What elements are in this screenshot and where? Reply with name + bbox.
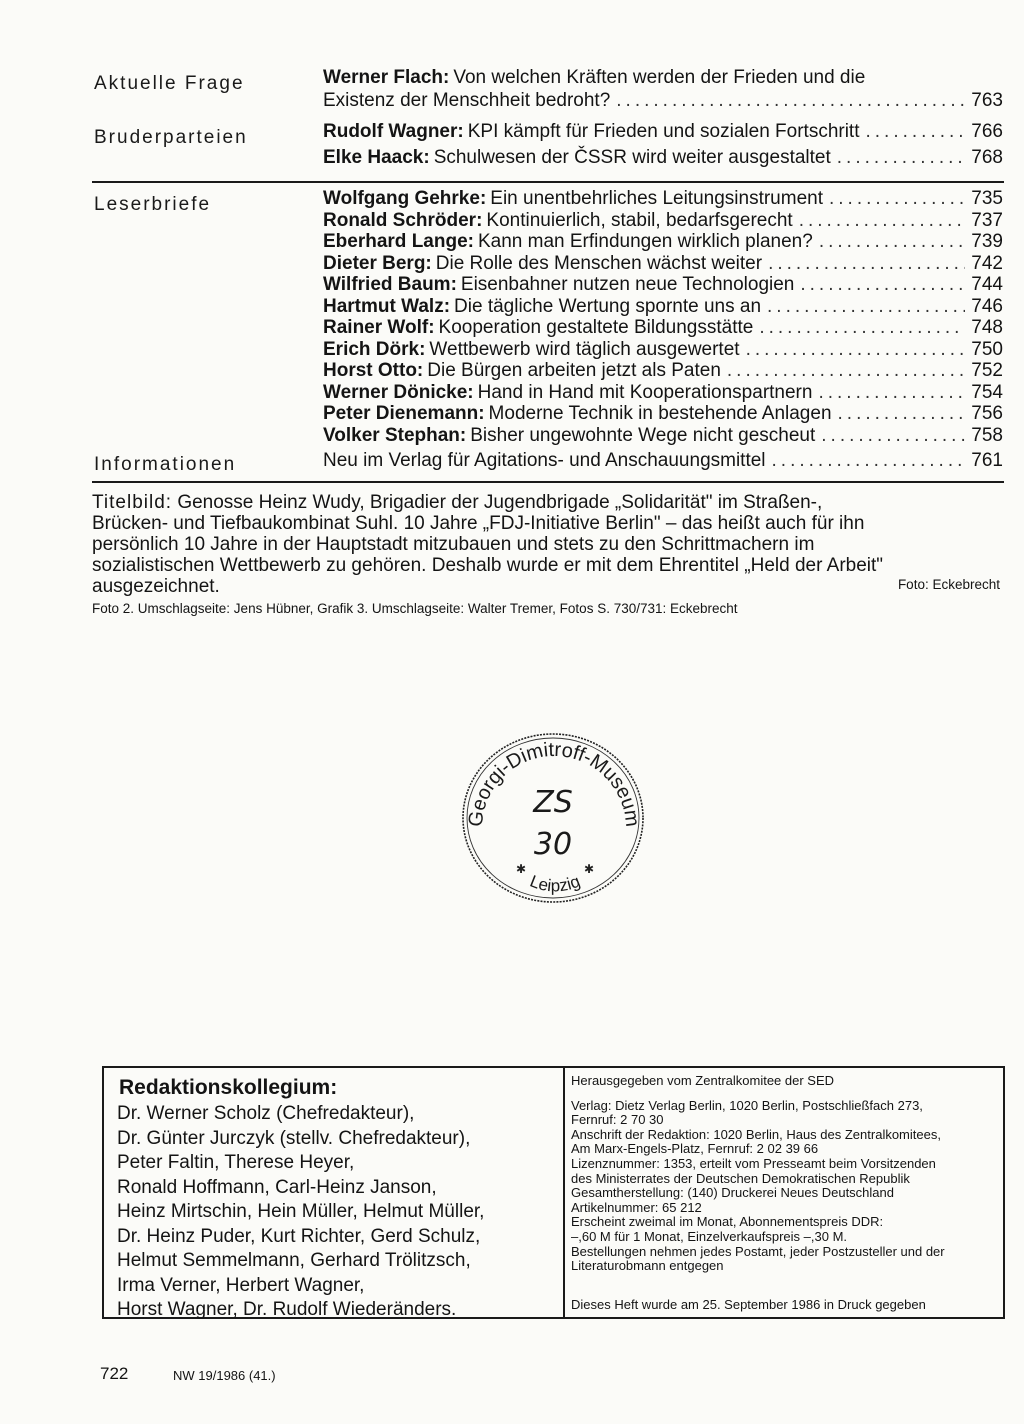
board-line: Heinz Mirtschin, Hein Müller, Helmut Müller, xyxy=(117,1201,485,1222)
toc-entry-page: 746 xyxy=(971,295,1003,317)
board-line: Horst Wagner, Dr. Rudolf Wiederänders. xyxy=(117,1299,457,1320)
caption-label: Titelbild: xyxy=(92,492,173,513)
section-divider xyxy=(92,481,1004,483)
toc-entry[interactable] xyxy=(323,210,1003,232)
toc-entry-title: Eisenbahner nutzen neue Technologien xyxy=(460,274,795,295)
leader-dots xyxy=(800,274,965,296)
toc-entry[interactable] xyxy=(323,339,1003,361)
imprint-line: –,60 M für 1 Monat, Einzelverkaufspreis –,30 M. xyxy=(571,1228,848,1244)
leader-dots xyxy=(829,188,965,210)
toc-entry-title: Schulwesen der ČSSR wird weiter ausgestaltet xyxy=(433,147,831,168)
toc-entry[interactable] xyxy=(323,450,1003,472)
caption-line: persönlich 10 Jahre in der Hauptstadt mitzubauen und stets zu den Schrittmachern im xyxy=(92,534,815,555)
caption-line: Brücken- und Tiefbaukombinat Suhl. 10 Jahre „FDJ-Initiative Berlin" – das heißt auch für ihn xyxy=(92,513,865,534)
toc-entry[interactable] xyxy=(323,425,1003,447)
imprint-line: Bestellungen nehmen jedes Postamt, jeder Postzusteller und der xyxy=(571,1243,945,1259)
leader-dots xyxy=(818,382,965,404)
toc-entry-title: Von welchen Kräften werden der Frieden und die xyxy=(453,67,866,88)
imprint-line: Artikelnummer: 65 212 xyxy=(571,1199,702,1215)
page-number: 722 xyxy=(100,1364,129,1383)
leader-dots xyxy=(759,317,965,339)
board-line: Dr. Werner Scholz (Chefredakteur), xyxy=(117,1103,415,1124)
toc-entry-continued[interactable] xyxy=(323,90,1003,112)
toc-entry-author: Volker Stephan: xyxy=(323,424,467,446)
toc-entry-title: Die tägliche Wertung spornte uns an xyxy=(454,295,762,317)
leader-dots xyxy=(866,121,966,143)
leader-dots xyxy=(727,360,965,382)
board-line: Irma Verner, Herbert Wagner, xyxy=(117,1274,365,1296)
stamp-city: Leipzig xyxy=(527,871,583,896)
caption-line xyxy=(92,576,1012,597)
toc-entry-title: Hand in Hand mit Kooperationspartnern xyxy=(477,381,813,403)
stamp-ring-text: Georgi-Dimitroff-Museum xyxy=(464,738,644,828)
leader-dots xyxy=(768,253,965,275)
leader-dots xyxy=(767,296,965,318)
section-label-aktuelle-frage: Aktuelle Frage xyxy=(94,73,245,94)
toc-entry[interactable] xyxy=(323,188,1003,210)
issue-number: NW 19/1986 (41.) xyxy=(173,1368,276,1383)
toc-entry-page: 752 xyxy=(971,360,1003,381)
leader-dots xyxy=(819,231,965,253)
toc-entry-title: Wettbewerb wird täglich ausgewertet xyxy=(429,338,740,360)
imprint-line: Verlag: Dietz Verlag Berlin, 1020 Berlin, Postschließfach 273, xyxy=(571,1097,923,1113)
caption-text: Genosse Heinz Wudy, Brigadier der Jugendbrigade „Solidarität" im Straßen-, xyxy=(177,492,823,513)
board-line: Dr. Heinz Puder, Kurt Richter, Gerd Schulz, xyxy=(117,1225,481,1247)
toc-entry-author: Dieter Berg: xyxy=(323,252,432,274)
toc-entry-author: Wolfgang Gehrke: xyxy=(323,188,487,209)
toc-entry-page: 766 xyxy=(971,121,1003,142)
toc-entry-author: Horst Otto: xyxy=(323,360,424,381)
toc-entry-title: Die Rolle des Menschen wächst weiter xyxy=(435,252,763,274)
toc-entry-author: Eberhard Lange: xyxy=(323,231,474,252)
handwritten-note: 30 xyxy=(533,827,573,862)
toc-entry-page: 744 xyxy=(971,274,1003,295)
toc-entry[interactable] xyxy=(323,274,1003,296)
print-date: Dieses Heft wurde am 25. September 1986 in Druck gegeben xyxy=(571,1296,926,1312)
board-line: Dr. Günter Jurczyk (stellv. Chefredakteur), xyxy=(117,1127,471,1149)
toc-entry-page: 748 xyxy=(971,317,1003,338)
toc-entry[interactable] xyxy=(323,382,1003,404)
photo-credit: Foto: Eckebrecht xyxy=(897,577,1000,592)
toc-entry-page: 758 xyxy=(971,424,1003,446)
toc-entry-author: Elke Haack: xyxy=(323,147,430,168)
toc-entry-page: 735 xyxy=(971,188,1003,209)
toc-entry-title: Moderne Technik in bestehende Anlagen xyxy=(488,403,832,424)
toc-entry[interactable] xyxy=(323,317,1003,339)
imprint-line: Erscheint zweimal im Monat, Abonnementspreis DDR: xyxy=(571,1214,884,1230)
toc-entry[interactable] xyxy=(323,147,1003,169)
cover-caption xyxy=(92,492,1012,619)
toc-entry-page: 756 xyxy=(971,403,1003,424)
imprint-line: Fernruf: 2 70 30 xyxy=(571,1112,664,1128)
toc-entry[interactable] xyxy=(323,403,1003,425)
imprint-line: Literaturobmann entgegen xyxy=(571,1258,724,1274)
toc-entry-page: 768 xyxy=(971,147,1003,168)
toc-entry-author: Ronald Schröder: xyxy=(323,209,483,231)
leader-dots xyxy=(772,450,966,472)
toc-entry-title: Bisher ungewohnte Wege nicht gescheut xyxy=(470,424,816,446)
toc-entry-title: Kooperation gestaltete Bildungsstätte xyxy=(438,317,754,338)
section-divider xyxy=(92,181,1004,183)
toc-entry-title: Neu im Verlag für Agitations- und Anschauungsmittel xyxy=(323,450,766,471)
board-member-list xyxy=(117,1102,484,1323)
caption-line: sozialistischen Wettbewerb zu gehören. Deshalb wurde er mit dem Ehrentitel „Held der Arbeit" xyxy=(92,555,884,576)
toc-entry-title: Kontinuierlich, stabil, bedarfsgerecht xyxy=(486,209,793,231)
toc-entry-title: KPI kämpft für Frieden und sozialen Fortschritt xyxy=(467,121,860,142)
toc-entry-title: Ein unentbehrliches Leitungsinstrument xyxy=(490,188,823,209)
caption-text: ausgezeichnet. xyxy=(92,576,220,597)
imprint-line: Am Marx-Engels-Platz, Fernruf: 2 02 39 66 xyxy=(571,1141,819,1157)
toc-entry[interactable] xyxy=(323,253,1003,275)
leader-dots xyxy=(799,210,966,232)
toc-entry[interactable] xyxy=(323,67,1003,89)
toc-entry-author: Peter Dienemann: xyxy=(323,403,485,424)
toc-entry-title: Existenz der Menschheit bedroht? xyxy=(323,90,611,111)
imprint-line: des Ministerrates der Deutschen Demokratischen Republik xyxy=(571,1170,910,1186)
stamp-star-icon: ✱ xyxy=(584,862,595,876)
imprint xyxy=(571,1074,1001,1312)
toc-entry-page: 761 xyxy=(971,450,1003,471)
leader-dots xyxy=(616,90,965,112)
toc-entry-page: 754 xyxy=(971,381,1003,403)
imprint-line: Lizenznummer: 1353, erteilt vom Presseamt beim Vorsitzenden xyxy=(571,1155,936,1171)
toc-entry-page: 737 xyxy=(971,209,1003,231)
toc-entry-author: Werner Flach: xyxy=(323,67,450,88)
toc-entry-page: 763 xyxy=(971,90,1003,111)
leader-dots xyxy=(837,147,966,169)
editorial-box xyxy=(102,1066,1005,1319)
leader-dots xyxy=(746,339,966,361)
toc-entry-author: Werner Dönicke: xyxy=(323,381,474,403)
caption-line xyxy=(92,492,1012,513)
museum-stamp xyxy=(456,726,648,904)
section-label-bruderparteien: Bruderparteien xyxy=(94,127,248,148)
board-line: Ronald Hoffmann, Carl-Heinz Janson, xyxy=(117,1176,437,1198)
toc-entry-page: 750 xyxy=(971,338,1003,360)
toc-entry[interactable] xyxy=(323,231,1003,253)
imprint-line: Gesamtherstellung: (140) Druckerei Neues Deutschland xyxy=(571,1185,894,1201)
board-title: Redaktionskollegium: xyxy=(119,1076,338,1099)
leader-dots xyxy=(821,425,965,447)
toc-entry-page: 742 xyxy=(971,252,1003,274)
imprint-line: Anschrift der Redaktion: 1020 Berlin, Haus des Zentralkomitees, xyxy=(571,1126,941,1142)
toc-entry-author: Wilfried Baum: xyxy=(323,274,457,295)
leader-dots xyxy=(838,403,966,425)
toc-entry[interactable] xyxy=(323,296,1003,318)
image-credits: Foto 2. Umschlagseite: Jens Hübner, Grafik 3. Umschlagseite: Walter Tremer, Fotos S. 730/731: Eckebrecht xyxy=(92,601,738,616)
section-label-leserbriefe: Leserbriefe xyxy=(94,194,212,215)
section-label-informationen: Informationen xyxy=(94,454,237,475)
publisher-line: Herausgegeben vom Zentralkomitee der SED xyxy=(571,1073,835,1088)
stamp-star-icon: ✱ xyxy=(516,862,527,876)
toc-entry-title: Die Bürgen arbeiten jetzt als Paten xyxy=(427,360,721,381)
handwritten-note: ZS xyxy=(533,785,573,820)
toc-entry-author: Hartmut Walz: xyxy=(323,295,451,317)
toc-entry-author: Rainer Wolf: xyxy=(323,317,435,338)
board-line: Peter Faltin, Therese Heyer, xyxy=(117,1152,355,1173)
box-divider xyxy=(563,1068,565,1317)
toc-entry[interactable] xyxy=(323,360,1003,382)
toc-entry-title: Kann man Erfindungen wirklich planen? xyxy=(477,231,813,252)
toc-entry-page: 739 xyxy=(971,231,1003,252)
toc-entry-author: Erich Dörk: xyxy=(323,338,426,360)
toc-entry-author: Rudolf Wagner: xyxy=(323,121,464,142)
toc-entry[interactable] xyxy=(323,121,1003,143)
board-line: Helmut Semmelmann, Gerhard Trölitzsch, xyxy=(117,1250,471,1271)
